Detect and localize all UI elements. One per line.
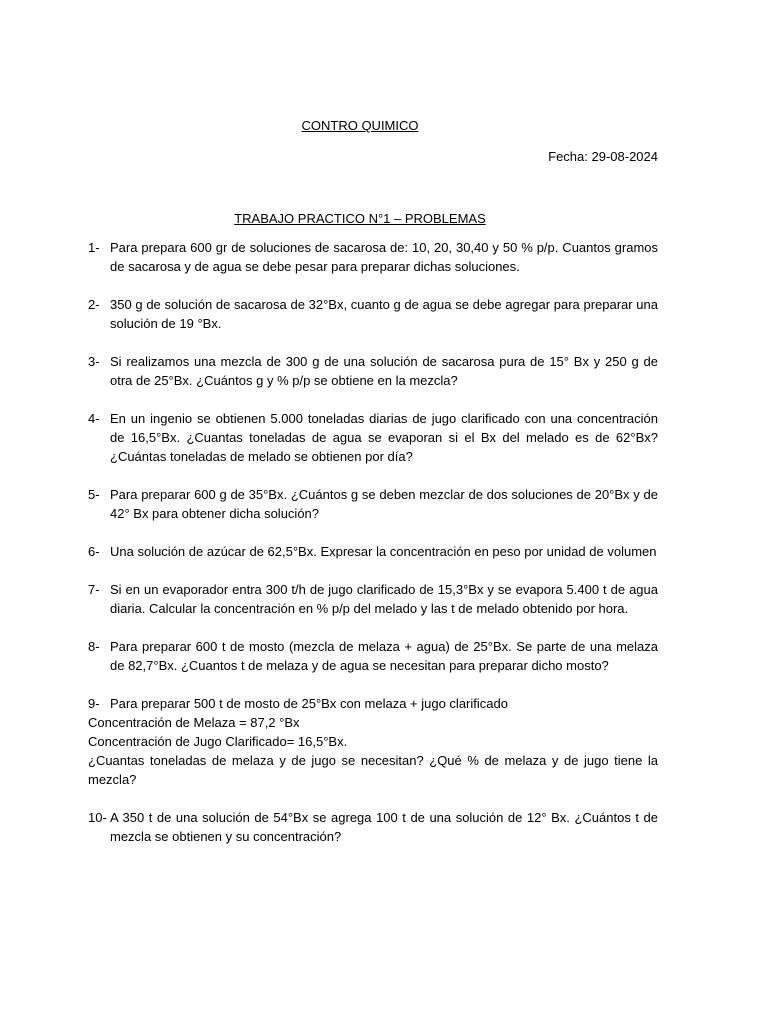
problem-number: 8- xyxy=(88,639,100,654)
problem-number: 3- xyxy=(88,354,100,369)
document-title: CONTRO QUIMICO xyxy=(301,118,419,133)
problem-text: Para preparar 600 t de mosto (mezcla de melaza + agua) de 25°Bx. Se parte de una melaza de 82,7°Bx. ¿Cuantos t de melaza y de agua se necesitan para preparar dicho mosto? xyxy=(110,639,658,673)
problem-number: 4- xyxy=(88,411,100,426)
problem-text: Si realizamos una mezcla de 300 g de una solución de sacarosa pura de 15° Bx y 250 g de otra de 25°Bx. ¿Cuántos g y % p/p se obtiene en la mezcla? xyxy=(110,354,658,388)
problem-text: Una solución de azúcar de 62,5°Bx. Expresar la concentración en peso por unidad de volumen xyxy=(110,544,657,559)
problem-8 xyxy=(88,637,658,675)
problem-10 xyxy=(88,808,658,846)
problem-9 xyxy=(88,694,658,789)
problem-number: 5- xyxy=(88,487,100,502)
problem-9-line-1: Concentración de Melaza = 87,2 °Bx xyxy=(88,715,300,730)
problem-2 xyxy=(88,295,658,333)
problem-number: 1- xyxy=(88,240,100,255)
problem-text: A 350 t de una solución de 54°Bx se agrega 100 t de una solución de 12° Bx. ¿Cuántos t de mezcla se obtienen y su concentración? xyxy=(110,810,658,844)
problem-9-heading xyxy=(88,694,658,713)
problem-1 xyxy=(88,238,658,276)
problem-text: En un ingenio se obtienen 5.000 toneladas diarias de jugo clarificado con una concentración de 16,5°Bx. ¿Cuantas toneladas de agua se evaporan si el Bx del melado es de 62°Bx? ¿Cuántas toneladas de melado se obtienen por día? xyxy=(110,411,658,464)
problem-text: Si en un evaporador entra 300 t/h de jugo clarificado de 15,3°Bx y se evapora 5.400 t de agua diaria. Calcular la concentración en % p/p del melado y las t de melado obtenido por hora. xyxy=(110,582,658,616)
problem-9-line-3: ¿Cuantas toneladas de melaza y de jugo se necesitan? ¿Qué % de melaza y de jugo tiene la mezcla? xyxy=(88,753,658,787)
problem-number: 9- xyxy=(88,696,100,711)
document-subtitle: TRABAJO PRACTICO N°1 – PROBLEMAS xyxy=(234,211,486,226)
document-date: Fecha: 29-08-2024 xyxy=(548,149,658,164)
problem-number: 7- xyxy=(88,582,100,597)
problem-list xyxy=(88,238,658,865)
problem-6 xyxy=(88,542,658,561)
problem-text: Para preparar 500 t de mosto de 25°Bx con melaza + jugo clarificado xyxy=(110,696,508,711)
problem-text: Para prepara 600 gr de soluciones de sacarosa de: 10, 20, 30,40 y 50 % p/p. Cuantos gramos de sacarosa y de agua se debe pesar para preparar dichas soluciones. xyxy=(110,240,658,274)
problem-3 xyxy=(88,352,658,390)
problem-9-line-2: Concentración de Jugo Clarificado= 16,5°Bx. xyxy=(88,734,348,749)
problem-number: 6- xyxy=(88,544,100,559)
problem-5 xyxy=(88,485,658,523)
problem-text: 350 g de solución de sacarosa de 32°Bx, cuanto g de agua se debe agregar para preparar una solución de 19 °Bx. xyxy=(110,297,658,331)
problem-number: 2- xyxy=(88,297,100,312)
problem-number: 10- xyxy=(88,810,107,825)
problem-7 xyxy=(88,580,658,618)
problem-4 xyxy=(88,409,658,466)
problem-text: Para preparar 600 g de 35°Bx. ¿Cuántos g se deben mezclar de dos soluciones de 20°Bx y de 42° Bx para obtener dicha solución? xyxy=(110,487,658,521)
